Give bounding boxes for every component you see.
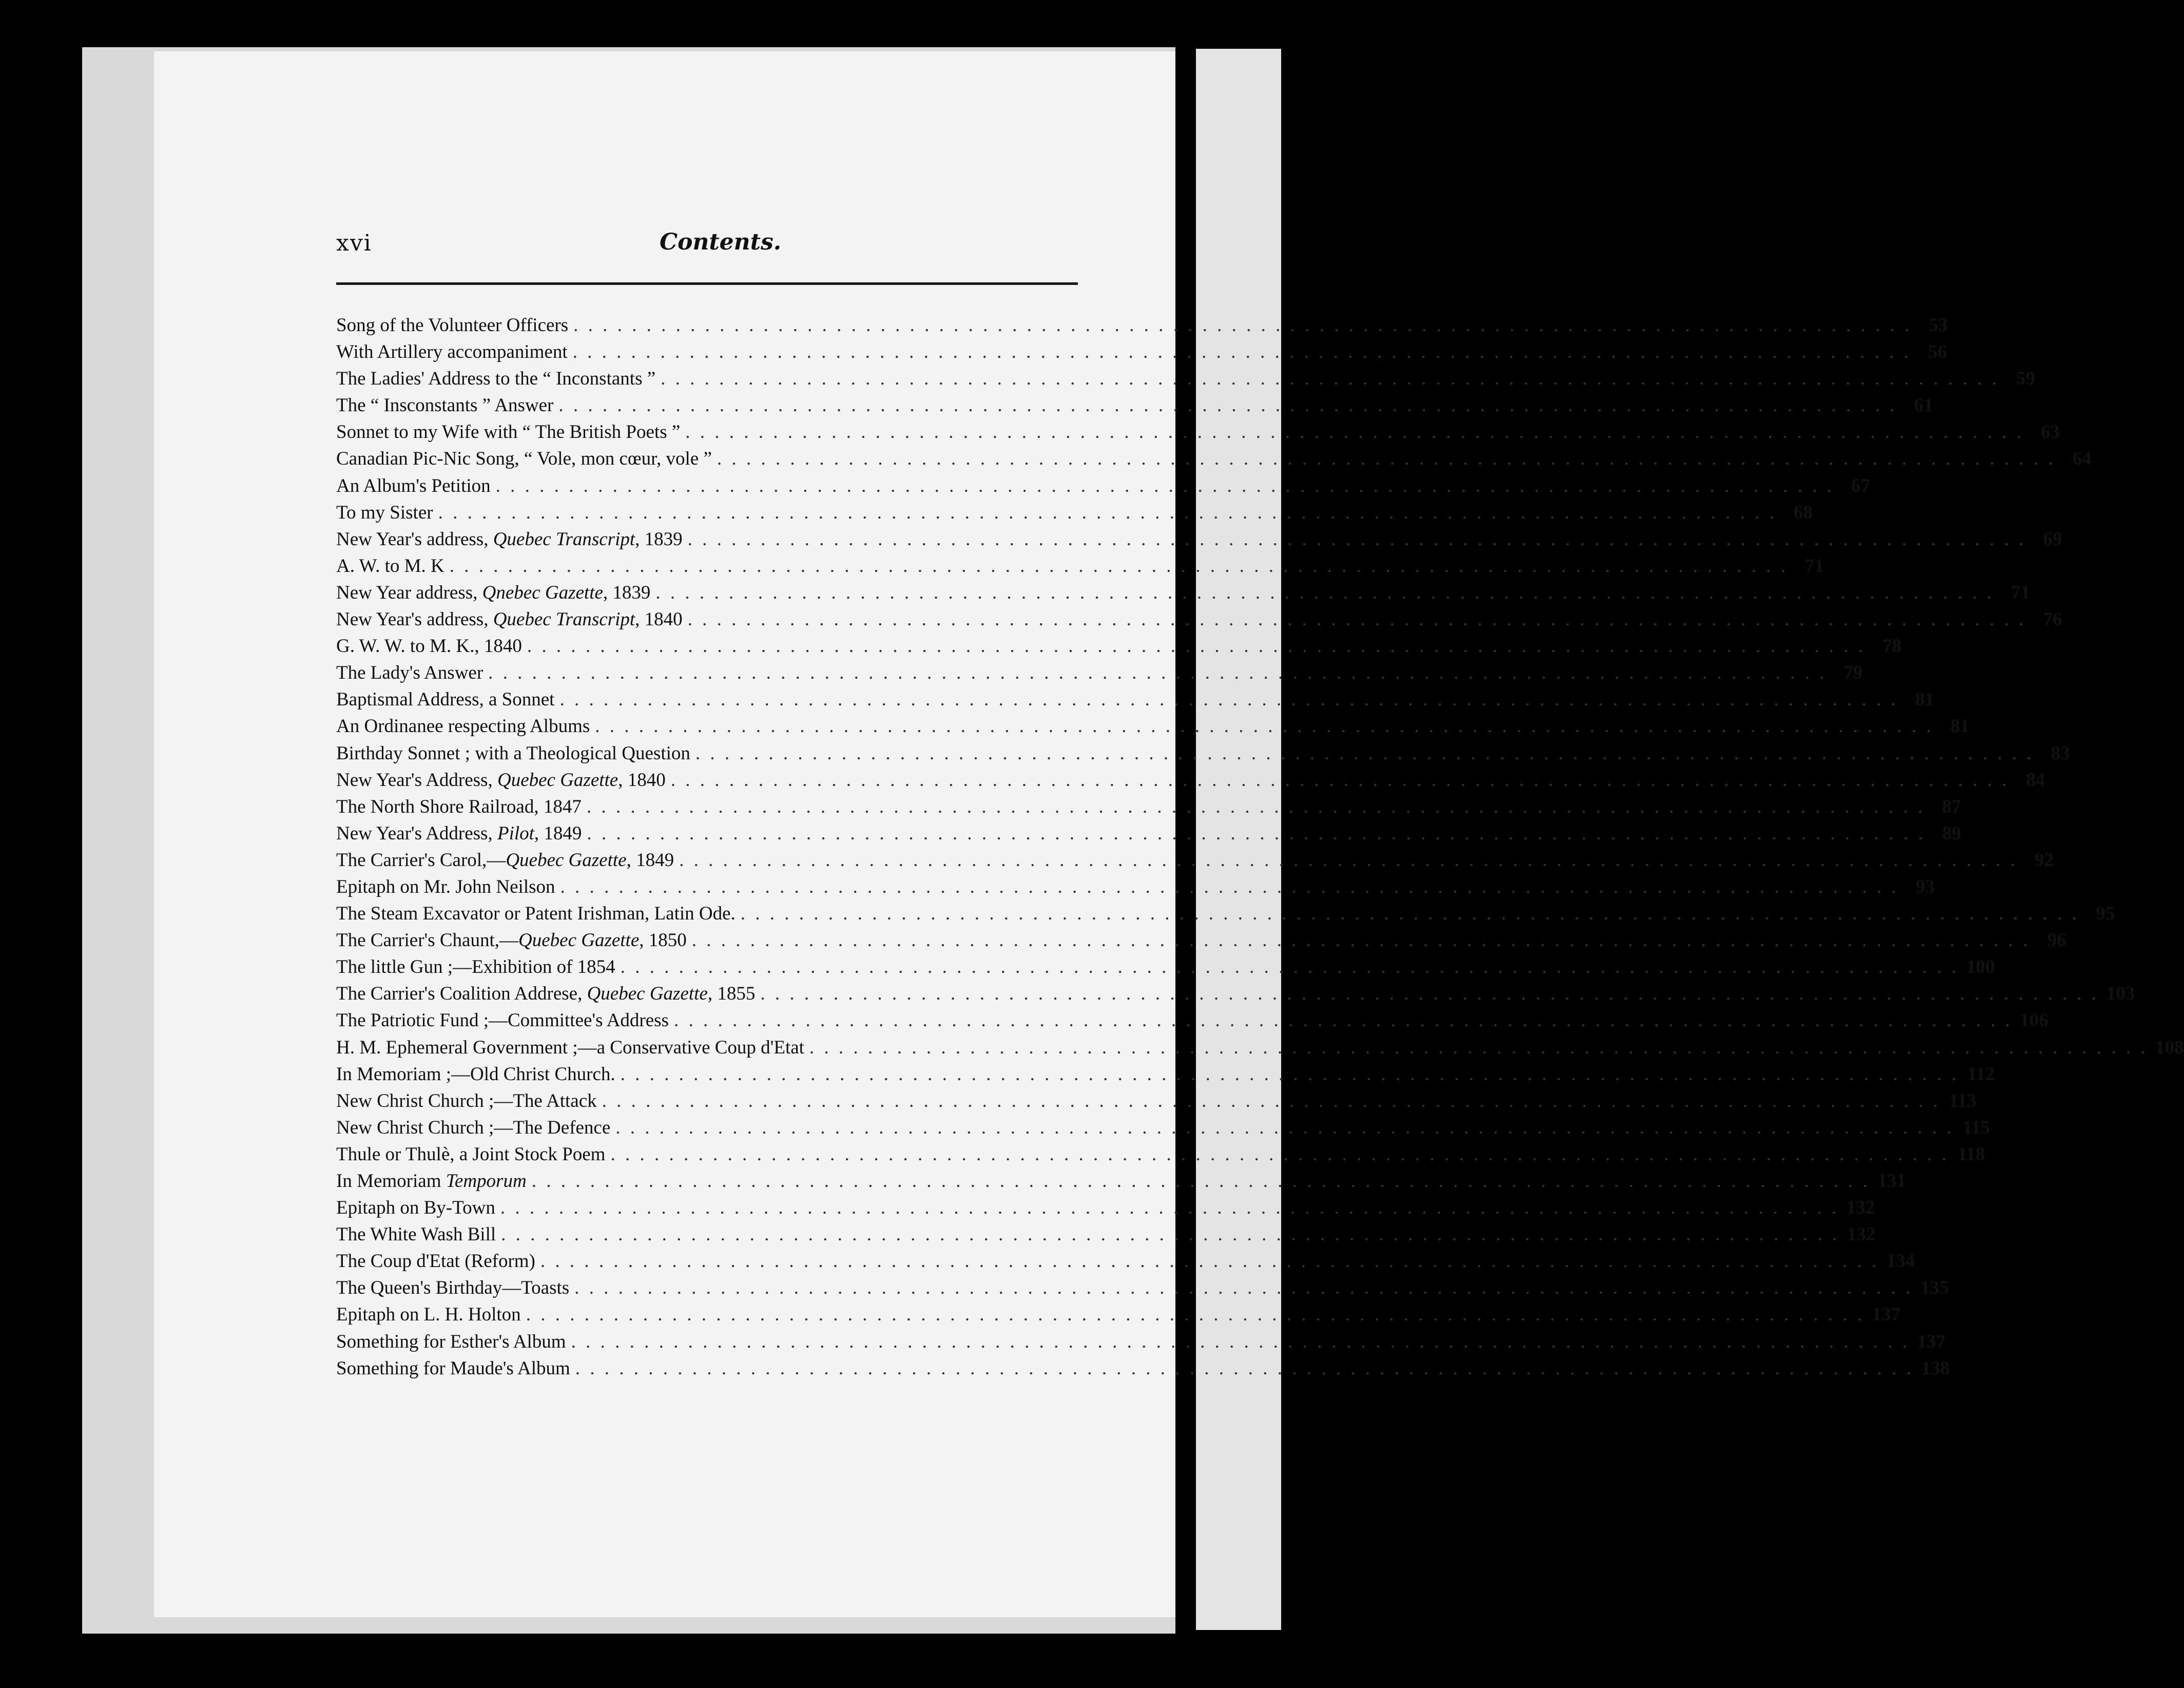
toc-dot-leader: . . . . . . . . . . . . . . . . . . . . . . . . . . . . . . . . . . . . . . . . . . . . . . . . . . . . . . . . . . . . . . . . . . . . . . . . . . . . . . . . . . . . . . . . . . . . [438,502,1777,523]
toc-entry [336,1355,1950,1382]
toc-entry [336,740,2070,767]
toc-entry-title-text: New Year address, [336,582,482,603]
toc-dot-leader: . . . . . . . . . . . . . . . . . . . . . . . . . . . . . . . . . . . . . . . . . . . . . . . . . . . . . . . . . . . . . . . . . . . . . . . . . . . . . . . . . . . . . . . . . . . . [691,930,2031,951]
toc-dot-leader: . . . . . . . . . . . . . . . . . . . . . . . . . . . . . . . . . . . . . . . . . . . . . . . . . . . . . . . . . . . . . . . . . . . . . . . . . . . . . . . . . . . . . . . . . . . . [610,1143,1949,1165]
toc-entry-title-text: New Year's Address, [336,769,497,791]
toc-entry-title-italic: Quebec Gazette [506,849,627,871]
toc-entry-title [336,606,683,633]
toc-entry-title-text: Something for Esther's Album [336,1331,566,1352]
toc-entry [336,633,1902,660]
toc-entry-page-number: 135 [1920,1277,1949,1299]
toc-dot-leader: . . . . . . . . . . . . . . . . . . . . . . . . . . . . . . . . . . . . . . . . . . . . . . . . . . . . . . . . . . . . . . . . . . . . . . . . . . . . . . . . . . . . . . . . . . . . [586,796,1925,817]
toc-entry [336,419,2060,446]
toc-entry-title-text: G. W. W. to M. K., 1840 [336,636,522,657]
toc-entry-page-number: 134 [1886,1251,1915,1272]
toc-entry-title-text: New Year's address, [336,609,493,630]
toc-entry-page-number: 81 [1915,689,1935,711]
toc-entry [336,1195,1875,1221]
toc-entry-page-number: 56 [1928,341,1947,363]
page-number-folio: xvi [336,230,372,256]
toc-entry-title-text: New Year's address, [336,528,493,550]
toc-entry [336,446,2092,472]
toc-entry-title [336,794,582,820]
toc-entry-title-rest: , 1849 [626,849,674,871]
toc-entry-title [336,767,666,794]
toc-entry-page-number: 138 [1921,1357,1950,1379]
toc-entry-title-rest: , 1850 [639,930,687,951]
toc-entry-title-text: The Lady's Answer [336,662,484,684]
toc-entry-title-text: Epitaph on Mr. John Neilson [336,876,555,897]
toc-dot-leader: . . . . . . . . . . . . . . . . . . . . . . . . . . . . . . . . . . . . . . . . . . . . . . . . . . . . . . . . . . . . . . . . . . . . . . . . . . . . . . . . . . . . . . . . . . . . [560,876,1899,897]
toc-entry-title [336,660,483,686]
toc-entry-title-text: Sonnet to my Wife with “ The British Poets ” [336,421,681,443]
toc-entry-title-text: New Year's Address, [336,822,497,844]
toc-entry [336,606,2062,633]
toc-entry-title-text: Baptismal Address, a Sonnet [336,689,555,711]
toc-entry [336,874,1935,900]
toc-dot-leader: . . . . . . . . . . . . . . . . . . . . . . . . . . . . . . . . . . . . . . . . . . . . . . . . . . . . . . . . . . . . . . . . . . . . . . . . . . . . . . . . . . . . . . . . . . . . [717,448,2056,470]
toc-entry-title [336,473,491,500]
toc-dot-leader: . . . . . . . . . . . . . . . . . . . . . . . . . . . . . . . . . . . . . . . . . . . . . . . . . . . . . . . . . . . . . . . . . . . . . . . . . . . . . . . . . . . . . . . . . . . . [559,689,1899,711]
toc-entry-title [336,419,680,446]
toc-entry-title-text: The Patriotic Fund ;—Committee's Address [336,1010,669,1031]
toc-entry-title-rest: , 1840 [635,609,683,630]
toc-entry-title [336,847,674,874]
toc-dot-leader: . . . . . . . . . . . . . . . . . . . . . . . . . . . . . . . . . . . . . . . . . . . . . . . . . . . . . . . . . . . . . . . . . . . . . . . . . . . . . . . . . . . . . . . . . . . . [615,1117,1955,1138]
toc-entry-page-number: 96 [2047,930,2066,951]
toc-entry-title [336,1301,521,1328]
toc-entry-page-number: 81 [1950,716,1969,737]
toc-dot-leader: . . . . . . . . . . . . . . . . . . . . . . . . . . . . . . . . . . . . . . . . . . . . . . . . . . . . . . . . . . . . . . . . . . . . . . . . . . . . . . . . . . . . . . . . . . . . [595,716,1934,737]
toc-entry-title [336,1061,615,1088]
toc-dot-leader: . . . . . . . . . . . . . . . . . . . . . . . . . . . . . . . . . . . . . . . . . . . . . . . . . . . . . . . . . . . . . . . . . . . . . . . . . . . . . . . . . . . . . . . . . . . . [620,1063,1959,1085]
toc-entry-title-text: Epitaph on L. H. Holton [336,1304,521,1326]
toc-entry-title-italic: Qnebec Gazette [482,582,603,603]
toc-entry [336,900,2115,927]
toc-entry-title-text: H. M. Ephemeral Government ;—a Conservative Coup d'Etat [336,1037,804,1058]
toc-entry-title [336,954,615,981]
toc-entry [336,312,1948,339]
toc-entry-title-rest: , 1855 [707,983,756,1005]
toc-entry [336,927,2066,954]
toc-entry [336,1034,2184,1061]
toc-entry-title-text: Canadian Pic-Nic Song, “ Vole, mon cœur, vole ” [336,448,712,470]
toc-entry-page-number: 92 [2034,849,2054,871]
toc-entry-title [336,713,590,740]
toc-entry-title-text: New Christ Church ;—The Defence [336,1117,611,1138]
toc-entry-page-number: 53 [1928,315,1948,336]
toc-entry-page-number: 93 [1916,876,1935,897]
toc-entry-title [336,1088,597,1115]
toc-entry-title-italic: Quebec Gazette [518,930,640,951]
toc-entry-page-number: 69 [2043,528,2062,550]
toc-entry-page-number: 132 [1846,1197,1875,1219]
toc-dot-leader: . . . . . . . . . . . . . . . . . . . . . . . . . . . . . . . . . . . . . . . . . . . . . . . . . . . . . . . . . . . . . . . . . . . . . . . . . . . . . . . . . . . . . . . . . . . . [540,1251,1879,1272]
toc-entry-page-number: 83 [2051,742,2070,764]
toc-entry-title-rest: , 1849 [534,822,582,844]
toc-entry-page-number: 113 [1948,1090,1977,1111]
toc-entry [336,794,1961,820]
toc-dot-leader: . . . . . . . . . . . . . . . . . . . . . . . . . . . . . . . . . . . . . . . . . . . . . . . . . . . . . . . . . . . . . . . . . . . . . . . . . . . . . . . . . . . . . . . . . . . . [572,341,1911,363]
toc-entry-page-number: 59 [2016,368,2035,390]
toc-entry-page-number: 68 [1793,502,1813,523]
toc-dot-leader: . . . . . . . . . . . . . . . . . . . . . . . . . . . . . . . . . . . . . . . . . . . . . . . . . . . . . . . . . . . . . . . . . . . . . . . . . . . . . . . . . . . . . . . . . . . . [760,983,2099,1005]
toc-entry-title-italic: Pilot [497,822,534,844]
toc-entry [336,981,2135,1007]
toc-entry-title [336,633,522,660]
toc-entry-title [336,1275,569,1301]
toc-entry-title-text: The Carrier's Chaunt,— [336,930,518,951]
toc-entry-title-text: The “ Insconstants ” Answer [336,395,554,416]
toc-entry-page-number: 131 [1877,1171,1906,1192]
toc-entry [336,526,2062,553]
toc-entry-title-text: The little Gun ;—Exhibition of 1854 [336,956,615,978]
toc-dot-leader: . . . . . . . . . . . . . . . . . . . . . . . . . . . . . . . . . . . . . . . . . . . . . . . . . . . . . . . . . . . . . . . . . . . . . . . . . . . . . . . . . . . . . . . . . . . . [655,582,1995,603]
toc-dot-leader: . . . . . . . . . . . . . . . . . . . . . . . . . . . . . . . . . . . . . . . . . . . . . . . . . . . . . . . . . . . . . . . . . . . . . . . . . . . . . . . . . . . . . . . . . . . . [527,636,1866,657]
toc-dot-leader: . . . . . . . . . . . . . . . . . . . . . . . . . . . . . . . . . . . . . . . . . . . . . . . . . . . . . . . . . . . . . . . . . . . . . . . . . . . . . . . . . . . . . . . . . . . . [679,849,2018,871]
toc-dot-leader: . . . . . . . . . . . . . . . . . . . . . . . . . . . . . . . . . . . . . . . . . . . . . . . . . . . . . . . . . . . . . . . . . . . . . . . . . . . . . . . . . . . . . . . . . . . . [685,421,2024,443]
toc-entry [336,767,2045,794]
toc-entry [336,1248,1915,1275]
toc-entry [336,1088,1977,1115]
toc-entry-title [336,312,568,339]
header-rule [336,282,1078,285]
toc-entry-title [336,1168,527,1195]
toc-entry-title-text: Song of the Volunteer Officers [336,315,569,336]
toc-dot-leader: . . . . . . . . . . . . . . . . . . . . . . . . . . . . . . . . . . . . . . . . . . . . . . . . . . . . . . . . . . . . . . . . . . . . . . . . . . . . . . . . . . . . . . . . . . . . [495,475,1834,496]
toc-entry [336,1329,1946,1355]
toc-entry-title-text: In Memoriam [336,1171,446,1192]
toc-dot-leader: . . . . . . . . . . . . . . . . . . . . . . . . . . . . . . . . . . . . . . . . . . . . . . . . . . . . . . . . . . . . . . . . . . . . . . . . . . . . . . . . . . . . . . . . . . . . [687,609,2026,630]
toc-dot-leader: . . . . . . . . . . . . . . . . . . . . . . . . . . . . . . . . . . . . . . . . . . . . . . . . . . . . . . . . . . . . . . . . . . . . . . . . . . . . . . . . . . . . . . . . . . . . [488,662,1827,684]
toc-dot-leader: . . . . . . . . . . . . . . . . . . . . . . . . . . . . . . . . . . . . . . . . . . . . . . . . . . . . . . . . . . . . . . . . . . . . . . . . . . . . . . . . . . . . . . . . . . . . [574,1277,1913,1299]
toc-dot-leader: . . . . . . . . . . . . . . . . . . . . . . . . . . . . . . . . . . . . . . . . . . . . . . . . . . . . . . . . . . . . . . . . . . . . . . . . . . . . . . . . . . . . . . . . . . . . [673,1010,2013,1031]
toc-entry-title-text: In Memoriam ;—Old Christ Church. [336,1063,615,1085]
toc-entry-title [336,1355,570,1382]
toc-entry [336,580,2031,606]
toc-entry-title [336,392,553,419]
toc-entry-page-number: 137 [1917,1331,1946,1352]
toc-entry-title [336,981,755,1007]
toc-entry [336,553,1824,580]
toc-dot-leader: . . . . . . . . . . . . . . . . . . . . . . . . . . . . . . . . . . . . . . . . . . . . . . . . . . . . . . . . . . . . . . . . . . . . . . . . . . . . . . . . . . . . . . . . . . . . [587,822,1926,844]
toc-entry-title [336,1248,535,1275]
toc-entry-title [336,900,736,927]
toc-entry [336,954,1995,981]
toc-entry-title [336,1221,496,1248]
toc-entry-title [336,526,683,553]
toc-entry-title [336,740,690,767]
toc-entry-page-number: 71 [1805,555,1824,577]
toc-entry-title [336,446,712,472]
table-of-contents [336,312,2184,1382]
toc-entry-page-number: 118 [1957,1143,1985,1165]
page-header [336,226,1078,267]
toc-entry-page-number: 67 [1851,475,1870,496]
toc-dot-leader: . . . . . . . . . . . . . . . . . . . . . . . . . . . . . . . . . . . . . . . . . . . . . . . . . . . . . . . . . . . . . . . . . . . . . . . . . . . . . . . . . . . . . . . . . . . . [740,903,2079,925]
toc-entry [336,660,1863,686]
toc-entry-page-number: 87 [1942,796,1961,817]
toc-entry-title [336,339,568,366]
toc-entry-title [336,1007,669,1034]
toc-entry-page-number: 61 [1914,395,1934,416]
toc-entry [336,1168,1906,1195]
toc-entry-page-number: 79 [1843,662,1863,684]
toc-entry-title-text: With Artillery accompaniment [336,341,568,363]
toc-entry-page-number: 115 [1962,1117,1990,1138]
toc-dot-leader: . . . . . . . . . . . . . . . . . . . . . . . . . . . . . . . . . . . . . . . . . . . . . . . . . . . . . . . . . . . . . . . . . . . . . . . . . . . . . . . . . . . . . . . . . . . . [695,742,2034,764]
toc-entry-title-rest: , 1840 [618,769,666,791]
toc-entry-page-number: 95 [2096,903,2115,925]
toc-dot-leader: . . . . . . . . . . . . . . . . . . . . . . . . . . . . . . . . . . . . . . . . . . . . . . . . . . . . . . . . . . . . . . . . . . . . . . . . . . . . . . . . . . . . . . . . . . . . [501,1224,1840,1245]
toc-entry-title [336,580,650,606]
toc-entry [336,366,2035,392]
toc-entry-title [336,366,655,392]
toc-entry-page-number: 84 [2026,769,2045,791]
toc-entry-title [336,1141,605,1168]
toc-entry-title [336,820,582,847]
toc-entry-title-text: Something for Maude's Album [336,1357,570,1379]
toc-entry-title-text: The Steam Excavator or Patent Irishman, Latin Ode. [336,903,736,925]
toc-entry-title-text: The Carrier's Carol,— [336,849,506,871]
toc-entry-title [336,500,433,526]
toc-dot-leader: . . . . . . . . . . . . . . . . . . . . . . . . . . . . . . . . . . . . . . . . . . . . . . . . . . . . . . . . . . . . . . . . . . . . . . . . . . . . . . . . . . . . . . . . . . . . [526,1304,1865,1326]
toc-dot-leader: . . . . . . . . . . . . . . . . . . . . . . . . . . . . . . . . . . . . . . . . . . . . . . . . . . . . . . . . . . . . . . . . . . . . . . . . . . . . . . . . . . . . . . . . . . . . [809,1037,2148,1058]
toc-entry-title-italic: Quebec Gazette [497,769,619,791]
toc-entry-title-text: New Christ Church ;—The Attack [336,1090,597,1111]
toc-entry-page-number: 76 [2043,609,2062,630]
toc-entry-title-text: Epitaph on By-Town [336,1197,495,1219]
toc-entry-title [336,927,687,954]
toc-entry-title-text: Birthday Sonnet ; with a Theological Question [336,742,690,764]
toc-entry [336,686,1935,713]
toc-entry [336,392,1934,419]
toc-entry-title-text: The Ladies' Address to the “ Inconstants ” [336,368,656,390]
toc-entry [336,339,1947,366]
toc-entry [336,1115,1990,1141]
toc-dot-leader: . . . . . . . . . . . . . . . . . . . . . . . . . . . . . . . . . . . . . . . . . . . . . . . . . . . . . . . . . . . . . . . . . . . . . . . . . . . . . . . . . . . . . . . . . . . . [573,315,1912,336]
toc-entry [336,820,1962,847]
toc-dot-leader: . . . . . . . . . . . . . . . . . . . . . . . . . . . . . . . . . . . . . . . . . . . . . . . . . . . . . . . . . . . . . . . . . . . . . . . . . . . . . . . . . . . . . . . . . . . . [575,1357,1914,1379]
toc-dot-leader: . . . . . . . . . . . . . . . . . . . . . . . . . . . . . . . . . . . . . . . . . . . . . . . . . . . . . . . . . . . . . . . . . . . . . . . . . . . . . . . . . . . . . . . . . . . . [500,1197,1839,1219]
toc-entry-title-text: Thule or Thulè, a Joint Stock Poem [336,1143,606,1165]
toc-entry [336,473,1870,500]
toc-entry-title-italic: Quebec Gazette [587,983,708,1005]
toc-dot-leader: . . . . . . . . . . . . . . . . . . . . . . . . . . . . . . . . . . . . . . . . . . . . . . . . . . . . . . . . . . . . . . . . . . . . . . . . . . . . . . . . . . . . . . . . . . . . [531,1171,1870,1192]
toc-entry-title-rest: , 1839 [603,582,651,603]
toc-entry-page-number: 78 [1882,636,1902,657]
toc-entry-page-number: 71 [2011,582,2031,603]
toc-entry-title-text: The Carrier's Coalition Addrese, [336,983,587,1005]
toc-entry [336,1301,1901,1328]
toc-entry [336,1275,1949,1301]
toc-dot-leader: . . . . . . . . . . . . . . . . . . . . . . . . . . . . . . . . . . . . . . . . . . . . . . . . . . . . . . . . . . . . . . . . . . . . . . . . . . . . . . . . . . . . . . . . . . . . [670,769,2009,791]
toc-entry-title-italic: Quebec Transcript [493,528,635,550]
toc-entry-title [336,553,444,580]
toc-entry [336,500,1813,526]
toc-entry-title-text: An Ordinanee respecting Albums [336,716,590,737]
toc-entry-title-text: The Coup d'Etat (Reform) [336,1251,535,1272]
toc-entry [336,713,1969,740]
toc-entry [336,1221,1876,1248]
toc-entry-title [336,1195,495,1221]
toc-dot-leader: . . . . . . . . . . . . . . . . . . . . . . . . . . . . . . . . . . . . . . . . . . . . . . . . . . . . . . . . . . . . . . . . . . . . . . . . . . . . . . . . . . . . . . . . . . . . [571,1331,1910,1352]
toc-entry [336,847,2054,874]
toc-dot-leader: . . . . . . . . . . . . . . . . . . . . . . . . . . . . . . . . . . . . . . . . . . . . . . . . . . . . . . . . . . . . . . . . . . . . . . . . . . . . . . . . . . . . . . . . . . . . [687,528,2026,550]
toc-entry-title-text: To my Sister [336,502,433,523]
toc-entry-title [336,1115,610,1141]
toc-dot-leader: . . . . . . . . . . . . . . . . . . . . . . . . . . . . . . . . . . . . . . . . . . . . . . . . . . . . . . . . . . . . . . . . . . . . . . . . . . . . . . . . . . . . . . . . . . . . [620,956,1959,978]
toc-entry-page-number: 106 [2020,1010,2048,1031]
toc-dot-leader: . . . . . . . . . . . . . . . . . . . . . . . . . . . . . . . . . . . . . . . . . . . . . . . . . . . . . . . . . . . . . . . . . . . . . . . . . . . . . . . . . . . . . . . . . . . . [558,395,1898,416]
toc-entry-title [336,874,555,900]
toc-entry-title [336,686,554,713]
toc-entry-title-text: The White Wash Bill [336,1224,496,1245]
toc-entry-title-italic: Temporum [446,1171,527,1192]
toc-entry-page-number: 137 [1871,1304,1901,1326]
toc-entry [336,1061,1995,1088]
toc-entry [336,1007,2048,1034]
toc-entry-title-text: An Album's Petition [336,475,491,496]
toc-entry-title-rest: , 1839 [635,528,683,550]
toc-entry [336,1141,1985,1168]
toc-entry-page-number: 64 [2072,448,2092,470]
toc-entry-title-text: The North Shore Railroad, 1847 [336,796,582,817]
toc-entry-page-number: 89 [1942,822,1962,844]
toc-entry-page-number: 108 [2155,1037,2184,1058]
toc-entry-title [336,1034,804,1061]
toc-entry-title-text: The Queen's Birthday—Toasts [336,1277,570,1299]
running-title: Contents. [660,229,782,255]
toc-entry-page-number: 63 [2041,421,2060,443]
toc-dot-leader: . . . . . . . . . . . . . . . . . . . . . . . . . . . . . . . . . . . . . . . . . . . . . . . . . . . . . . . . . . . . . . . . . . . . . . . . . . . . . . . . . . . . . . . . . . . . [602,1090,1941,1111]
toc-entry-title [336,1329,566,1355]
toc-dot-leader: . . . . . . . . . . . . . . . . . . . . . . . . . . . . . . . . . . . . . . . . . . . . . . . . . . . . . . . . . . . . . . . . . . . . . . . . . . . . . . . . . . . . . . . . . . . . [661,368,1999,390]
toc-dot-leader: . . . . . . . . . . . . . . . . . . . . . . . . . . . . . . . . . . . . . . . . . . . . . . . . . . . . . . . . . . . . . . . . . . . . . . . . . . . . . . . . . . . . . . . . . . . . [449,555,1788,577]
toc-entry-page-number: 100 [1966,956,1995,978]
toc-entry-page-number: 112 [1967,1063,1995,1085]
toc-entry-page-number: 132 [1847,1224,1876,1245]
toc-entry-title-italic: Quebec Transcript [493,609,635,630]
toc-entry-title-text: A. W. to M. K [336,555,444,577]
toc-entry-page-number: 103 [2106,983,2135,1005]
